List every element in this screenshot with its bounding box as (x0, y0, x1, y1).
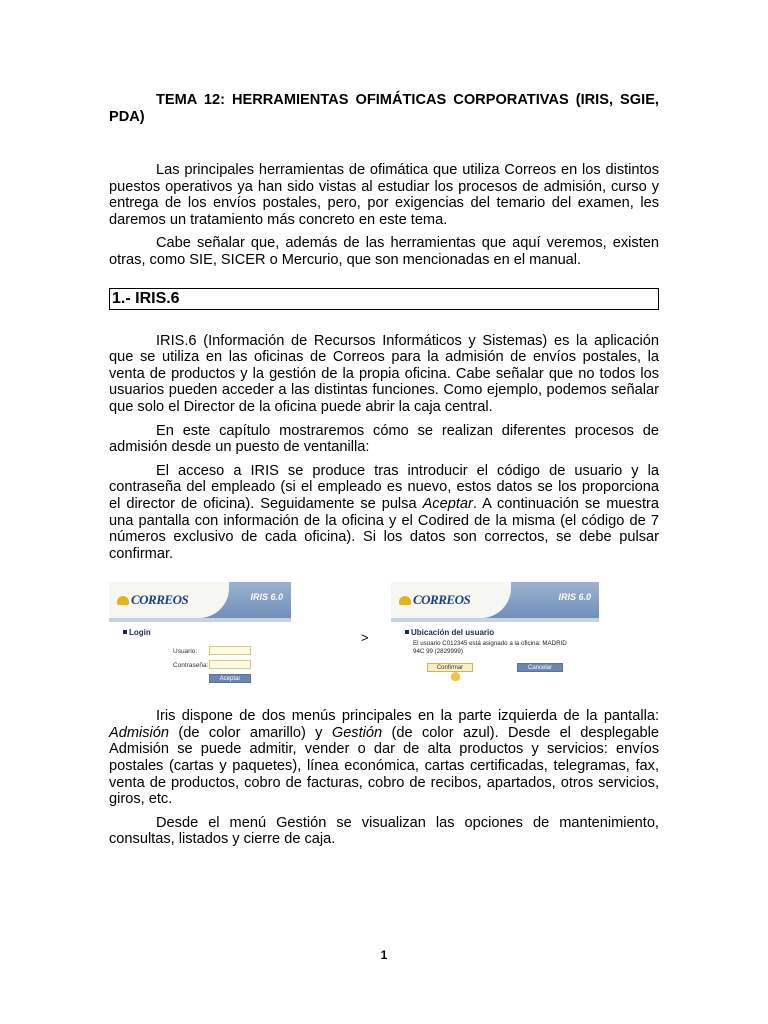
intro-paragraph-2: Cabe señalar que, además de las herramientas que aquí veremos, existen otras, como SIE, SICER o Mercurio, que son mencionadas en el manual. (109, 235, 659, 268)
section-paragraph-3-part-b: . A continuación se muestra una pantalla con información de la oficina y el Codired de la misma (el código de 7 números exclusivo de cada oficina). Si los datos son correctos, se debe pulsar confirmar. (109, 495, 659, 562)
paragraph-gestion: Desde el menú Gestión se visualizan las opciones de mantenimiento, consultas, listados y cierre de caja. (109, 814, 659, 848)
login-header (109, 582, 291, 618)
page-number: 1 (380, 948, 388, 962)
login-section-label: Login (123, 628, 291, 637)
document-page (109, 92, 659, 855)
user-field[interactable] (209, 646, 251, 655)
section-paragraph-1: IRIS.6 (Información de Recursos Informáticos y Sistemas) es la aplicación que se utiliza en las oficinas de Correos para la admisión de envíos postales, la venta de productos y la gestión de la propia oficina. Cabe señalar que no todos los usuarios pueden acceder a las distintas funciones. Como ejemplo, podemos señalar que solo el Director de la oficina puede abrir la caja central. (109, 332, 659, 415)
intro-paragraph-1: Las principales herramientas de ofimática que utiliza Correos en los distintos puestos operativos ya han sido vistas al estudiar los procesos de admisión, curso y entrega de los envíos postales, pero, por exigencias del temario del examen, les daremos un tratamiento más concreto en este tema. (109, 162, 659, 228)
screenshots-row (109, 582, 659, 692)
section-paragraph-3-part-a: El acceso a IRIS se produce tras introducir el código de usuario y la contraseña del empleado (si el empleado es nuevo, estos datos se los proporciona el director de oficina). Seguidamente se pulsa (109, 462, 659, 512)
page-title: TEMA 12: HERRAMIENTAS OFIMÁTICAS CORPORATIVAS (IRIS, SGIE, PDA) (109, 92, 659, 125)
iris-version: IRIS 6.0 (250, 592, 283, 603)
accept-button[interactable]: Aceptar (209, 674, 251, 683)
post-horn-icon (399, 596, 411, 605)
bullet-icon (123, 630, 127, 634)
section-paragraph-3 (109, 463, 659, 563)
section-heading: 1.- IRIS.6 (109, 288, 659, 310)
post-horn-icon (117, 596, 129, 605)
cursor-hand-icon (451, 672, 460, 681)
bullet-icon (405, 630, 409, 634)
gestion-emphasis: Gestión (331, 724, 383, 741)
correos-logo: CORREOS (399, 592, 470, 608)
user-label: Usuario: (173, 648, 198, 656)
confirm-button[interactable]: Confirmar (427, 663, 473, 672)
location-screenshot (391, 582, 599, 682)
section-paragraph-2: En este capítulo mostraremos cómo se realizan diferentes procesos de admisión desde un puesto de ventanilla: (109, 422, 659, 456)
admision-emphasis: Admisión (109, 724, 170, 741)
iris-version: IRIS 6.0 (558, 592, 591, 603)
password-field[interactable] (209, 660, 251, 669)
location-section-label: Ubicación del usuario (405, 628, 599, 637)
password-label: Contraseña: (173, 662, 209, 670)
paragraph-menus: Iris dispone de dos menús principales en la parte izquierda de la pantalla: Admisión (de color amarillo) y Gestión (de color azul). Desde el desplegable Admisión se puede admitir, vender o dar de alta productos y servicios: envíos postales (cartas y paquetes), línea económica, cartas certificadas, telegramas, fax, venta de productos, cobro de facturas, cobro de recibos, apartados, otros servicios, giros, etc. (109, 708, 660, 808)
correos-logo: CORREOS (117, 592, 188, 608)
arrow-separator: > (361, 630, 369, 646)
login-screenshot (109, 582, 291, 690)
assignment-message: El usuario C012345 está asignado a la oficina: MADRID 94C 99 (2829999) (413, 640, 567, 656)
location-header (391, 582, 599, 618)
accept-emphasis: Aceptar (422, 495, 473, 512)
cancel-button[interactable]: Cancelar (517, 663, 563, 672)
